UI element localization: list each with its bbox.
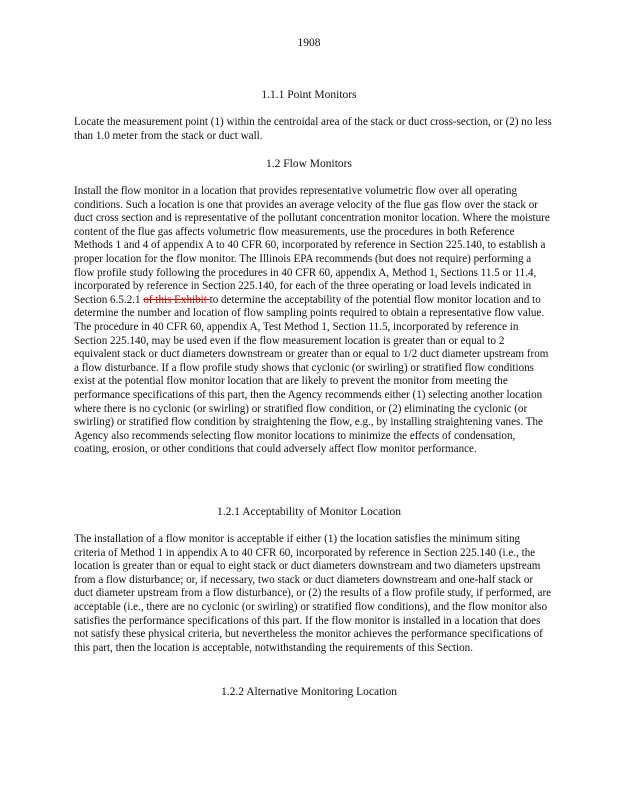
deleted-text-strikethrough: of this Exhibit [143, 293, 210, 306]
flow-text-after-deletion: to determine the acceptability of the potential flow monitor location and to determine the number and location of flow sampling points required to obtain a representative flow value. The procedure in 40 CFR 60, appendix A, Test Method 1, Section 11.5, incorporated by reference in Section 225.140, may be used even if the flow measurement location is greater than or equal to 2 equivalent stack or duct diameters downstream or greater than or equal to 1/2 duct diameter upstream from a flow disturbance. If a flow profile study shows that cyclonic (or swirling) or stratified flow conditions exist at the potential flow monitor location that are likely to prevent the monitor from meeting the performance specifications of this part, then the Agency recommends either (1) selecting another location where there is no cyclonic (or swirling) or stratified flow condition, or (2) eliminating the cyclonic (or swirling) or stratified flow condition by straightening the flow, e.g., by installing straightening vanes. The Agency also recommends selecting flow monitor locations to minimize the effects of condensation, coating, erosion, or other conditions that could adversely affect flow monitor performance. [74, 293, 549, 456]
paragraph-acceptability [74, 533, 552, 655]
paragraph-flow-monitors-text [74, 185, 552, 457]
flow-text-before-deletion: Install the flow monitor in a location that provides representative volumetric flow over all operating conditions. Such a location is one that provides an average velocity of the flue gas flow over the stack or duct cross section and is representative of the pollutant concentration monitor location. Where the moisture content of the flue gas affects volumetric flow measurements, use the procedures in both Reference Methods 1 and 4 of appendix A to 40 CFR 60, incorporated by reference in Section 225.140, to establish a proper location for the flow monitor. The Illinois EPA recommends (but does not require) performing a flow profile study following the procedures in 40 CFR 60, appendix A, Method 1, Sections 11.5 or 11.4, incorporated by reference in Section 225.140, for each of the three operating or load levels indicated in Section 6.5.2.1 [74, 185, 550, 306]
paragraph-point-monitors-text: Locate the measurement point (1) within the centroidal area of the stack or duct cross-section, or (2) no less than 1.0 meter from the stack or duct wall. [74, 116, 552, 142]
paragraph-flow-monitors [74, 185, 552, 457]
heading-flow-monitors: 1.2 Flow Monitors [266, 158, 352, 170]
paragraph-acceptability-text: The installation of a flow monitor is acceptable if either (1) the location satisfies the minimum siting criteria of Method 1 in appendix A to 40 CFR 60, incorporated by reference in Section 225.140 (i.e., the location is greater than or equal to eight stack or duct diameters downstream and two diameters upstream from a flow disturbance; or, if necessary, two stack or duct diameters downstream and one-half stack or duct diameter upstream from a flow disturbance), or (2) the results of a flow profile study, if performed, are acceptable (i.e., there are no cyclonic (or swirling) or stratified flow conditions), and the flow monitor also satisfies the performance specifications of this part. If the flow monitor is installed in a location that does not satisfy these physical criteria, but nevertheless the monitor achieves the performance specifications of this part, then the location is acceptable, notwithstanding the requirements of this Section. [74, 533, 552, 654]
heading-acceptability: 1.2.1 Acceptability of Monitor Location [217, 506, 401, 518]
paragraph-point-monitors [74, 116, 552, 143]
page-number: 1908 [297, 37, 321, 49]
heading-point-monitors: 1.1.1 Point Monitors [261, 89, 357, 101]
heading-alternative-location: 1.2.2 Alternative Monitoring Location [221, 686, 397, 698]
